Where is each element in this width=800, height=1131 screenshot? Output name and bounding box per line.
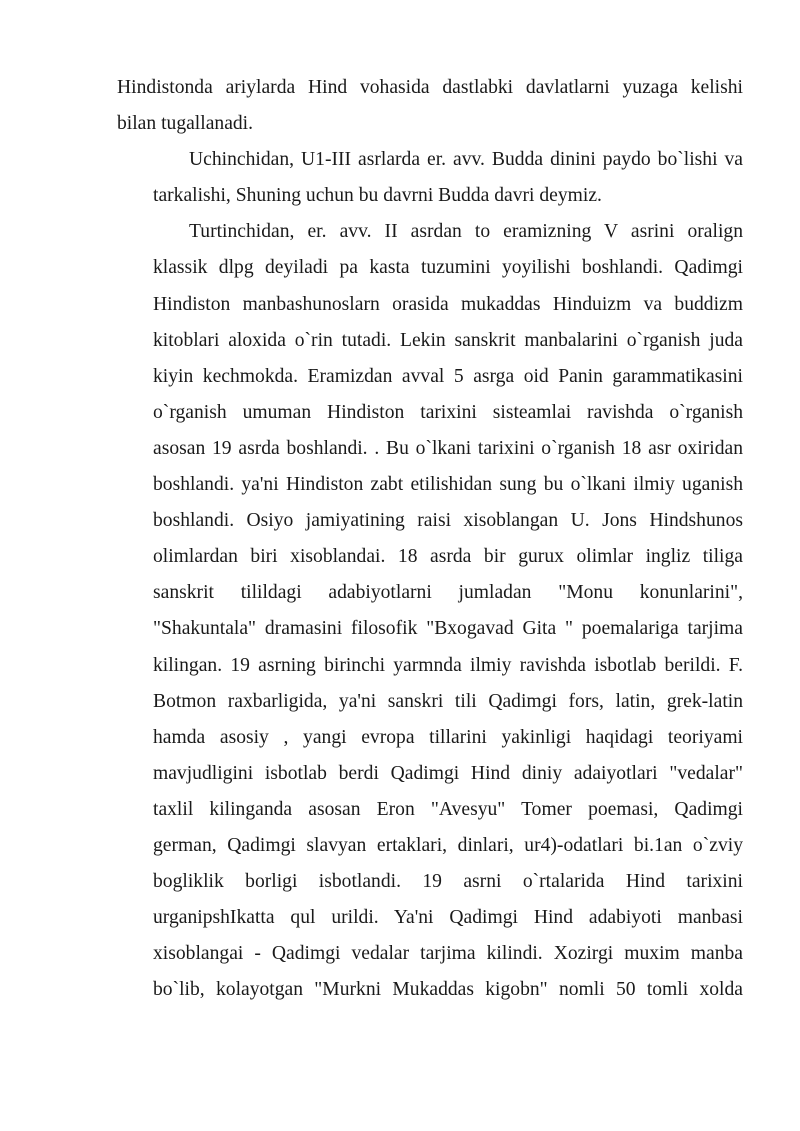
text-line: taxlil kilinganda asosan Eron "Avesyu" Tomer poemasi, Qadimgi: [153, 798, 743, 820]
text-line: urganipshIkatta qul urildi. Ya'ni Qadimgi Hind adabiyoti manbasi: [153, 907, 743, 929]
text-line: hamda asosiy , yangi evropa tillarini yakinligi haqidagi teoriyami: [153, 726, 743, 748]
text-line: Uchinchidan, U1-III asrlarda er. avv. Budda dinini paydo bo`lishi va: [189, 149, 743, 171]
text-line: bo`lib, kolayotgan "Murkni Mukaddas kigobn" nomli 50 tomli xolda: [153, 979, 743, 1001]
text-line: Turtinchidan, er. avv. II asrdan to eramizning V asrini oralign: [189, 221, 743, 243]
paragraph-1: [117, 70, 743, 142]
document-text-body: [117, 70, 743, 1008]
text-line: olimlardan biri xisoblandai. 18 asrda bir gurux olimlar ingliz tiliga: [153, 546, 743, 568]
text-line: kilingan. 19 asrning birinchi yarmnda ilmiy ravishda isbotlab berildi. F.: [153, 654, 743, 676]
text-line: bilan tugallanadi.: [117, 113, 254, 135]
text-line: Botmon raxbarligida, ya'ni sanskri tili Qadimgi fors, latin, grek-latin: [153, 690, 743, 712]
text-line: boshlandi. Osiyo jamiyatining raisi xisoblangan U. Jons Hindshunos: [153, 510, 743, 532]
text-line: kitoblari aloxida o`rin tutadi. Lekin sanskrit manbalarini o`rganish juda: [153, 329, 743, 351]
text-line: Hindistonda ariylarda Hind vohasida dastlabki davlatlarni yuzaga kelishi: [117, 77, 743, 98]
text-line: mavjudligini isbotlab berdi Qadimgi Hind diniy adaiyotlari "vedalar": [153, 762, 743, 784]
paragraph-3: [117, 214, 743, 1008]
text-line: boshlandi. ya'ni Hindiston zabt etilishidan sung bu o`lkani ilmiy uganish: [153, 474, 743, 496]
text-line: bogliklik borligi isbotlandi. 19 asrni o`rtalarida Hind tarixini: [153, 871, 743, 893]
text-line: asosan 19 asrda boshlandi. . Bu o`lkani tarixini o`rganish 18 asr oxiridan: [153, 437, 743, 459]
text-line: sanskrit tilildagi adabiyotlarni jumladan "Monu konunlarini",: [153, 582, 743, 604]
text-line: Hindiston manbashunoslarn orasida mukaddas Hinduizm va buddizm: [153, 293, 743, 315]
text-line: german, Qadimgi slavyan ertaklari, dinlari, ur4)-odatlari bi.1an o`zviy: [153, 834, 743, 856]
text-line: "Shakuntala" dramasini filosofik "Bxogavad Gita " poemalariga tarjima: [153, 618, 743, 640]
text-line: xisoblangai - Qadimgi vedalar tarjima kilindi. Xozirgi muxim manba: [153, 943, 743, 965]
text-line: klassik dlpg deyiladi pa kasta tuzumini yoyilishi boshlandi. Qadimgi: [153, 257, 743, 279]
text-line: tarkalishi, Shuning uchun bu davrni Budda davri deymiz.: [153, 185, 602, 207]
paragraph-2: [117, 142, 743, 214]
text-line: o`rganish umuman Hindiston tarixini sisteamlai ravishda o`rganish: [153, 401, 743, 423]
text-line: kiyin kechmokda. Eramizdan avval 5 asrga oid Panin garammatikasini: [153, 365, 743, 387]
